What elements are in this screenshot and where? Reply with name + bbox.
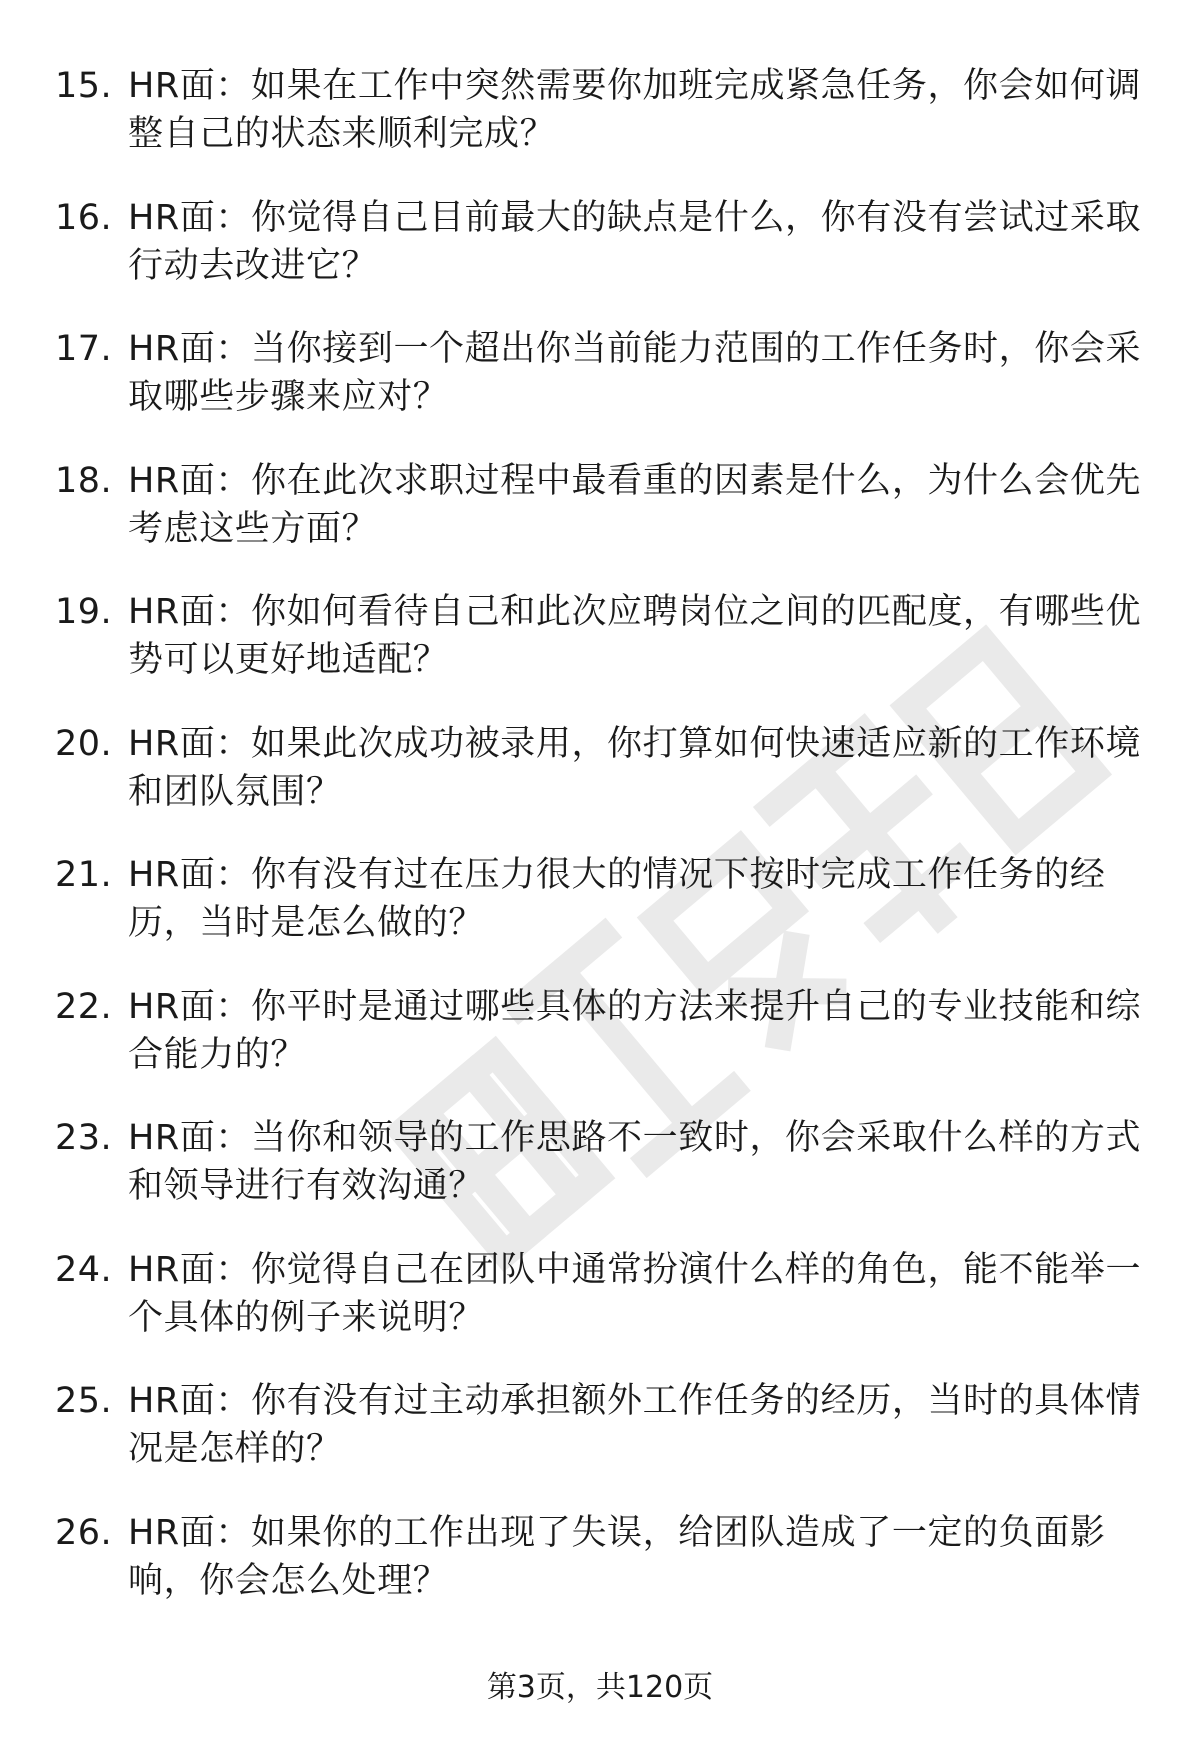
question-text: HR面：你觉得自己在团队中通常扮演什么样的角色，能不能举一个具体的例子来说明？ <box>128 1249 1142 1338</box>
page-footer: 第3页，共120页 <box>486 1670 714 1705</box>
question-item <box>55 588 1145 684</box>
question-item <box>55 983 1145 1079</box>
question-text: HR面：当你和领导的工作思路不一致时，你会采取什么样的方式和领导进行有效沟通？ <box>128 1118 1142 1206</box>
question-number: 21. <box>55 855 113 895</box>
question-number: 25. <box>55 1381 113 1421</box>
question-number: 23. <box>55 1118 113 1158</box>
question-item <box>55 1377 1145 1473</box>
question-number: 20. <box>55 723 113 764</box>
question-list <box>55 62 1145 1605</box>
question-item <box>55 62 1145 158</box>
question-text: HR面：如果此次成功被录用，你打算如何快速适应新的工作环境和团队氛围？ <box>128 723 1142 812</box>
question-number: 22. <box>55 986 113 1027</box>
question-number: 15. <box>55 66 113 106</box>
question-item <box>55 457 1145 553</box>
question-item <box>55 720 1145 816</box>
question-text: HR面：如果你的工作出现了失误，给团队造成了一定的负面影响，你会怎么处理？ <box>128 1512 1106 1601</box>
question-item <box>55 194 1145 290</box>
question-text: HR面：你有没有过在压力很大的情况下按时完成工作任务的经历，当时是怎么做的？ <box>128 855 1106 943</box>
question-item <box>55 851 1145 947</box>
question-text: HR面：如果在工作中突然需要你加班完成紧急任务，你会如何调整自己的状态来顺利完成？ <box>128 66 1142 154</box>
question-number: 17. <box>55 329 113 369</box>
question-number: 26. <box>55 1512 113 1553</box>
question-number: 16. <box>55 197 113 238</box>
question-text: HR面：你在此次求职过程中最看重的因素是什么，为什么会优先考虑这些方面？ <box>128 460 1142 549</box>
question-number: 18. <box>55 460 113 501</box>
question-text: HR面：当你接到一个超出你当前能力范围的工作任务时，你会采取哪些步骤来应对？ <box>128 329 1142 417</box>
question-item <box>55 1114 1145 1210</box>
question-item <box>55 1246 1145 1342</box>
question-text: HR面：你觉得自己目前最大的缺点是什么，你有没有尝试过采取行动去改进它？ <box>128 197 1142 286</box>
question-text: HR面：你有没有过主动承担额外工作任务的经历，当时的具体情况是怎样的？ <box>128 1381 1142 1469</box>
question-text: HR面：你平时是通过哪些具体的方法来提升自己的专业技能和综合能力的？ <box>128 986 1142 1075</box>
question-item <box>55 1509 1145 1605</box>
question-number: 24. <box>55 1249 113 1290</box>
question-item <box>55 325 1145 421</box>
question-text: HR面：你如何看待自己和此次应聘岗位之间的匹配度，有哪些优势可以更好地适配？ <box>128 592 1142 680</box>
question-number: 19. <box>55 592 113 632</box>
